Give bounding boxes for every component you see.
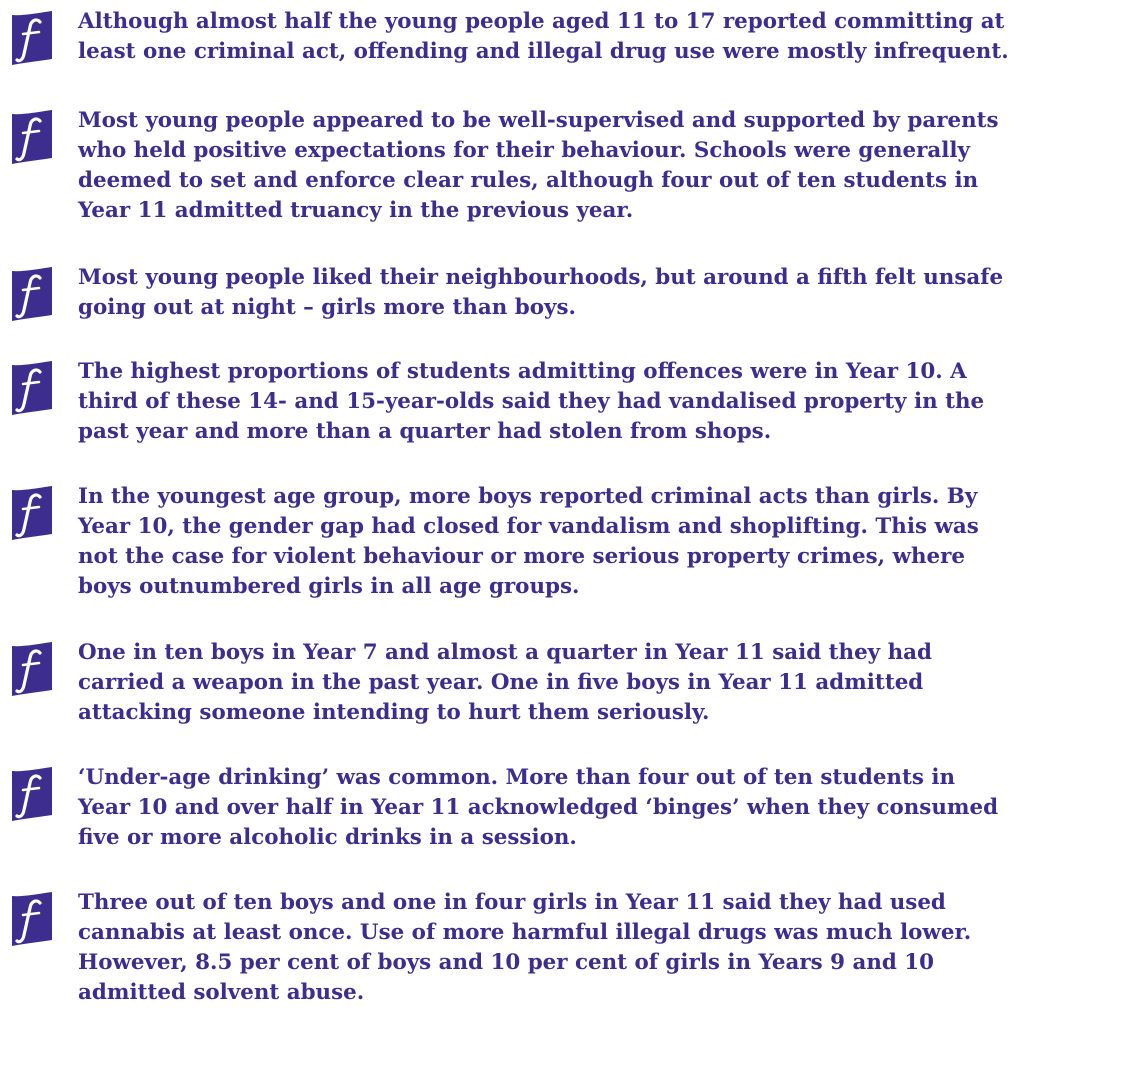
finding-text: ‘Under-age drinking’ was common. More than four out of ten students in Year 10 and over half in Year 11 acknowledged ‘binges’ when they consumed five or more alcoholic drinks in a session. [78, 765, 999, 850]
finding-text: Three out of ten boys and one in four girls in Year 11 said they had used cannabis at least once. Use of more harmful illegal drugs was much lower. However, 8.5 per cent of boys and 10 per cent of girls in Years 9 and 10 admitted solvent abuse. [78, 890, 972, 1005]
finding-text: Although almost half the young people aged 11 to 17 reported committing at least one criminal act, offending and illegal drug use were mostly infrequent. [78, 9, 1009, 64]
italic-f-bullet-icon [10, 109, 54, 167]
italic-f-bullet-icon [10, 641, 54, 699]
finding-text: In the youngest age group, more boys reported criminal acts than girls. By Year 10, the gender gap had closed for vandalism and shoplifting. This was not the case for violent behaviour or more serious property crimes, where boys outnumbered girls in all age groups. [78, 484, 979, 599]
italic-f-bullet-icon [10, 360, 54, 418]
finding-text: One in ten boys in Year 7 and almost a quarter in Year 11 said they had carried a weapon in the past year. One in five boys in Year 11 admitted attacking someone intending to hurt them seriously. [78, 640, 932, 725]
italic-f-bullet-icon [10, 891, 54, 949]
finding-text: Most young people liked their neighbourhoods, but around a fifth felt unsafe going out at night – girls more than boys. [78, 265, 1004, 320]
finding-text: Most young people appeared to be well-supervised and supported by parents who held positive expectations for their behaviour. Schools were generally deemed to set and enforce clear rules, although four out of ten students in Year 11 admitted truancy in the previous year. [78, 108, 999, 223]
finding-text: The highest proportions of students admitting offences were in Year 10. A third of these 14- and 15-year-olds said they had vandalised property in the past year and more than a quarter had stolen from shops. [78, 359, 985, 444]
italic-f-bullet-icon [10, 485, 54, 543]
italic-f-bullet-icon [10, 766, 54, 824]
italic-f-bullet-icon [10, 266, 54, 324]
italic-f-bullet-icon [10, 10, 54, 68]
